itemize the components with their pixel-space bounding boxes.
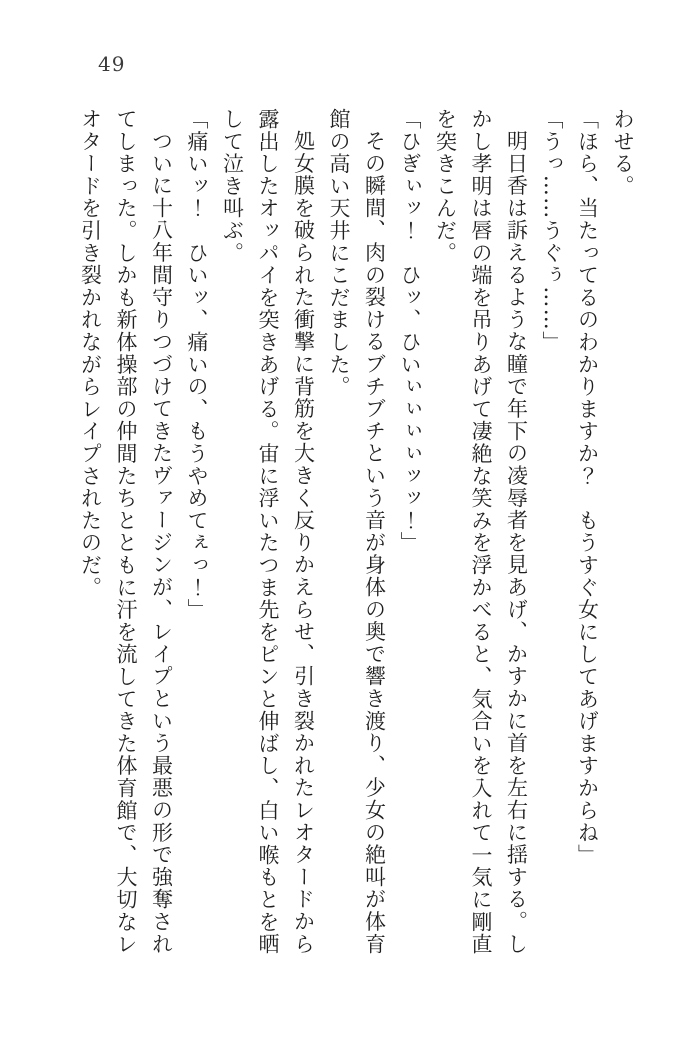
text-line: 「ほら、当たってるのわかりますか？ もうすぐ女にしてあげますからね」 [575, 108, 600, 867]
text-line: を突きこんだ。 [433, 108, 458, 265]
text-line: して泣き叫ぶ。 [220, 108, 245, 265]
text-block [72, 108, 640, 960]
text-line: 館の高い天井にこだました。 [327, 108, 351, 398]
text-line: かし孝明は唇の端を吊りあげて凄絶な笑みを浮かべると、気合いを入れて一気に剛直 [469, 108, 493, 956]
text-line: 露出したオッパイを突きあげる。宙に浮いたつま先をピンと伸ばし、白い喉もとを晒 [256, 108, 280, 956]
text-line: 「痛いッ！ ひいッ、痛いの、もうやめてぇっ！」 [185, 108, 209, 621]
text-line: 「うっ……うぐぅ……」 [540, 108, 564, 354]
text-line: オタードを引き裂かれながらレイプされたのだ。 [78, 108, 103, 599]
text-line: 「ひぎぃッ！ ひッ、ひいぃぃぃぃッッ！」 [398, 108, 422, 554]
text-line: ついに十八年間守りつづけてきたヴァージンが、レイプという最悪の形で強奪され [149, 130, 174, 956]
text-line: その瞬間、肉の裂けるブチブチという音が身体の奥で響き渡り、少女の絶叫が体育 [362, 130, 387, 956]
text-line: てしまった。しかも新体操部の仲間たちとともに汗を流してきた体育館で、大切なレ [114, 108, 138, 956]
page-number: 49 [98, 52, 126, 76]
text-line: 明日香は訴えるような瞳で年下の凌辱者を見あげ、かすかに首を左右に揺する。し [504, 130, 529, 956]
text-line: わせる。 [611, 108, 635, 198]
text-line: 処女膜を破られた衝撃に背筋を大きく反りかえらせ、引き裂かれたレオタードから [291, 130, 316, 956]
